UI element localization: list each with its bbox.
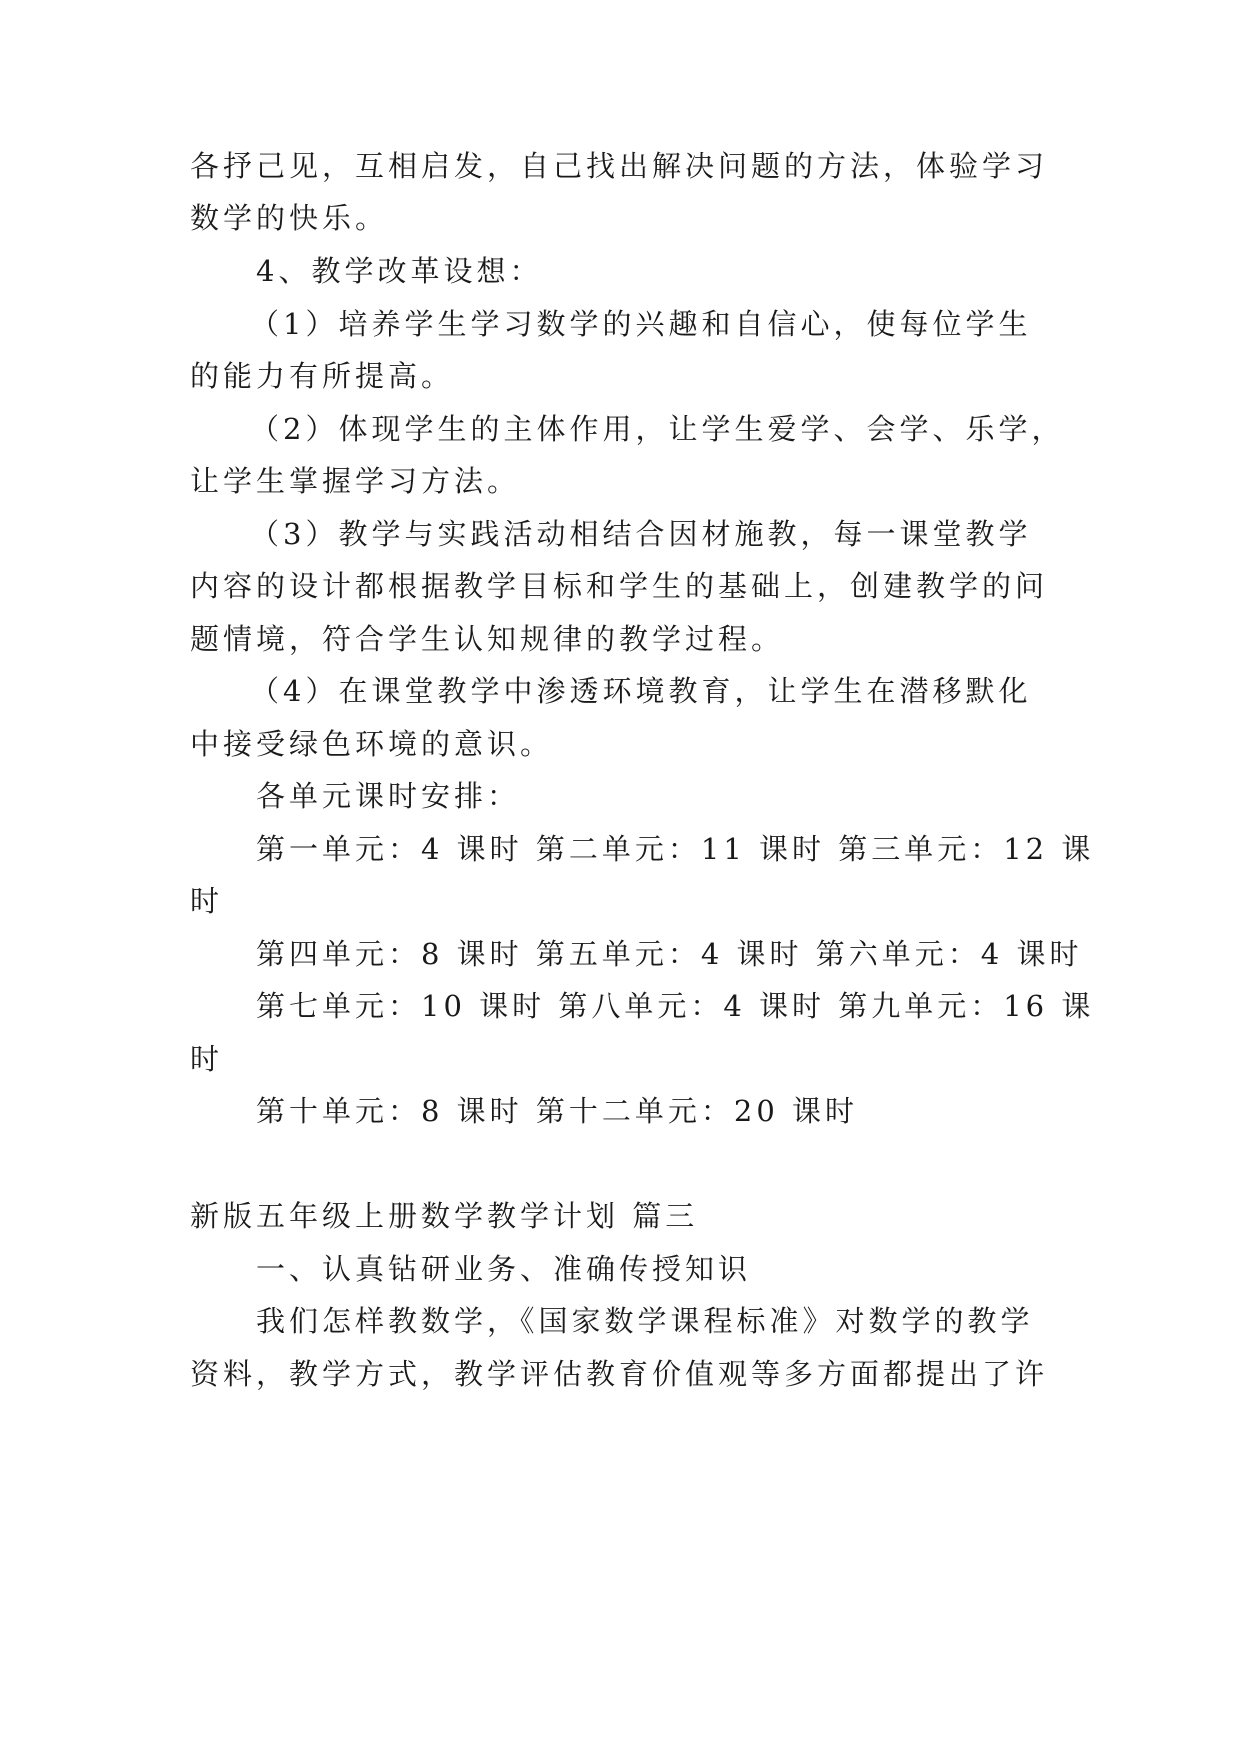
text-line: 我们怎样教数学，《国家数学课程标准》对数学的教学	[256, 1304, 1034, 1338]
text-line: 的能力有所提高。	[190, 359, 455, 393]
text-line: （2）体现学生的主体作用，让学生爱学、会学、乐学，	[250, 412, 1065, 446]
text-line: 第七单元：10 课时 第八单元：4 课时 第九单元：16 课	[256, 989, 1095, 1023]
text-line: 题情境，符合学生认知规律的教学过程。	[190, 622, 785, 656]
text-line: 时	[190, 1042, 224, 1076]
text-line: 各抒己见，互相启发，自己找出解决问题的方法，体验学习	[190, 149, 1049, 183]
text-line: 第四单元：8 课时 第五单元：4 课时 第六单元：4 课时	[256, 937, 1083, 971]
section-heading: 一、认真钻研业务、准确传授知识	[256, 1252, 752, 1286]
text-line: 数学的快乐。	[190, 201, 389, 235]
text-line: 第十单元：8 课时 第十二单元：20 课时	[256, 1094, 859, 1128]
text-line: 资料，教学方式，教学评估教育价值观等多方面都提出了许	[190, 1357, 1049, 1391]
section-heading: 4、教学改革设想：	[256, 254, 543, 288]
text-line: 第一单元：4 课时 第二单元：11 课时 第三单元：12 课	[256, 832, 1095, 866]
text-line: 中接受绿色环境的意识。	[190, 727, 554, 761]
text-line: （4）在课堂教学中渗透环境教育，让学生在潜移默化	[250, 674, 1032, 708]
text-line: 时	[190, 884, 224, 918]
text-line: 让学生掌握学习方法。	[190, 464, 521, 498]
section-title: 新版五年级上册数学教学计划 篇三	[190, 1199, 699, 1233]
text-line: （3）教学与实践活动相结合因材施教，每一课堂教学	[250, 517, 1032, 551]
text-line: 各单元课时安排：	[256, 779, 521, 813]
text-line: （1）培养学生学习数学的兴趣和自信心，使每位学生	[250, 307, 1032, 341]
text-line: 内容的设计都根据教学目标和学生的基础上，创建教学的问	[190, 569, 1049, 603]
